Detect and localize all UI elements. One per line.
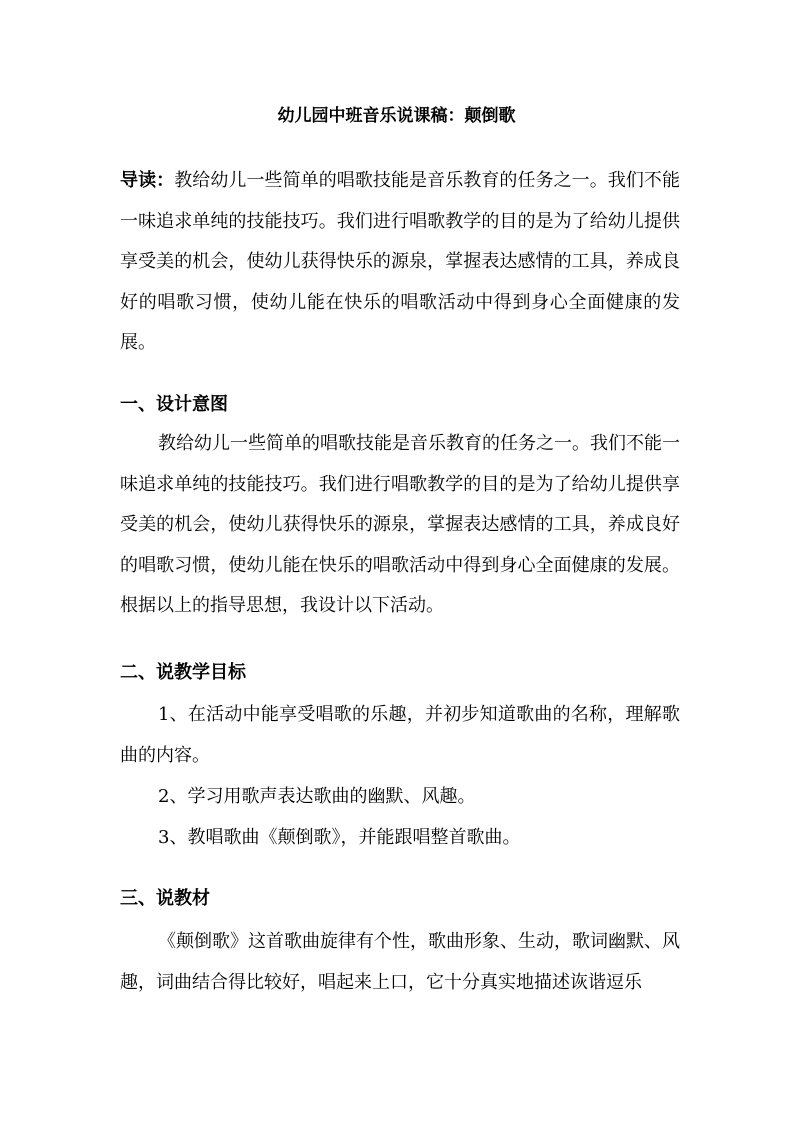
section-2-heading: 二、说教学目标 <box>120 662 246 683</box>
section-2-item-2: 2、学习用歌声表达歌曲的幽默、风趣。 <box>158 786 476 807</box>
intro-paragraph <box>120 161 680 364</box>
section-2-item-1: 1、在活动中能享受唱歌的乐趣，并初步知道歌曲的名称，理解歌曲的内容。 <box>120 704 680 766</box>
intro-text: 教给幼儿一些简单的唱歌技能是音乐教育的任务之一。我们不能一味追求单纯的技能技巧。我们进行唱歌教学的目的是为了给幼儿提供享受美的机会，使幼儿获得快乐的源泉，掌握表达感情的工具，养成良好的唱歌习惯，使幼儿能在快乐的唱歌活动中得到身心全面健康的发展。 <box>120 170 681 353</box>
intro-lead: 导读： <box>120 170 175 191</box>
section-3-paragraph: 《颠倒歌》这首歌曲旋律有个性，歌曲形象、生动，歌词幽默、风趣，词曲结合得比较好，唱起来上口，它十分真实地描述诙谐逗乐 <box>120 931 680 993</box>
section-2-item-3: 3、教唱歌曲《颠倒歌》，并能跟唱整首歌曲。 <box>158 827 521 848</box>
section-1-heading: 一、设计意图 <box>120 394 228 415</box>
page-title: 幼儿园中班音乐说课稿：颠倒歌 <box>277 106 516 126</box>
section-3-heading: 三、说教材 <box>120 888 210 909</box>
section-1-paragraph: 教给幼儿一些简单的唱歌技能是音乐教育的任务之一。我们不能一味追求单纯的技能技巧。我们进行唱歌教学的目的是为了给幼儿提供享受美的机会，使幼儿获得快乐的源泉，掌握表达感情的工具，养成良好的唱歌习惯，使幼儿能在快乐的唱歌活动中得到身心全面健康的发展。根据以上的指导思想，我设计以下活动。 <box>120 433 680 616</box>
